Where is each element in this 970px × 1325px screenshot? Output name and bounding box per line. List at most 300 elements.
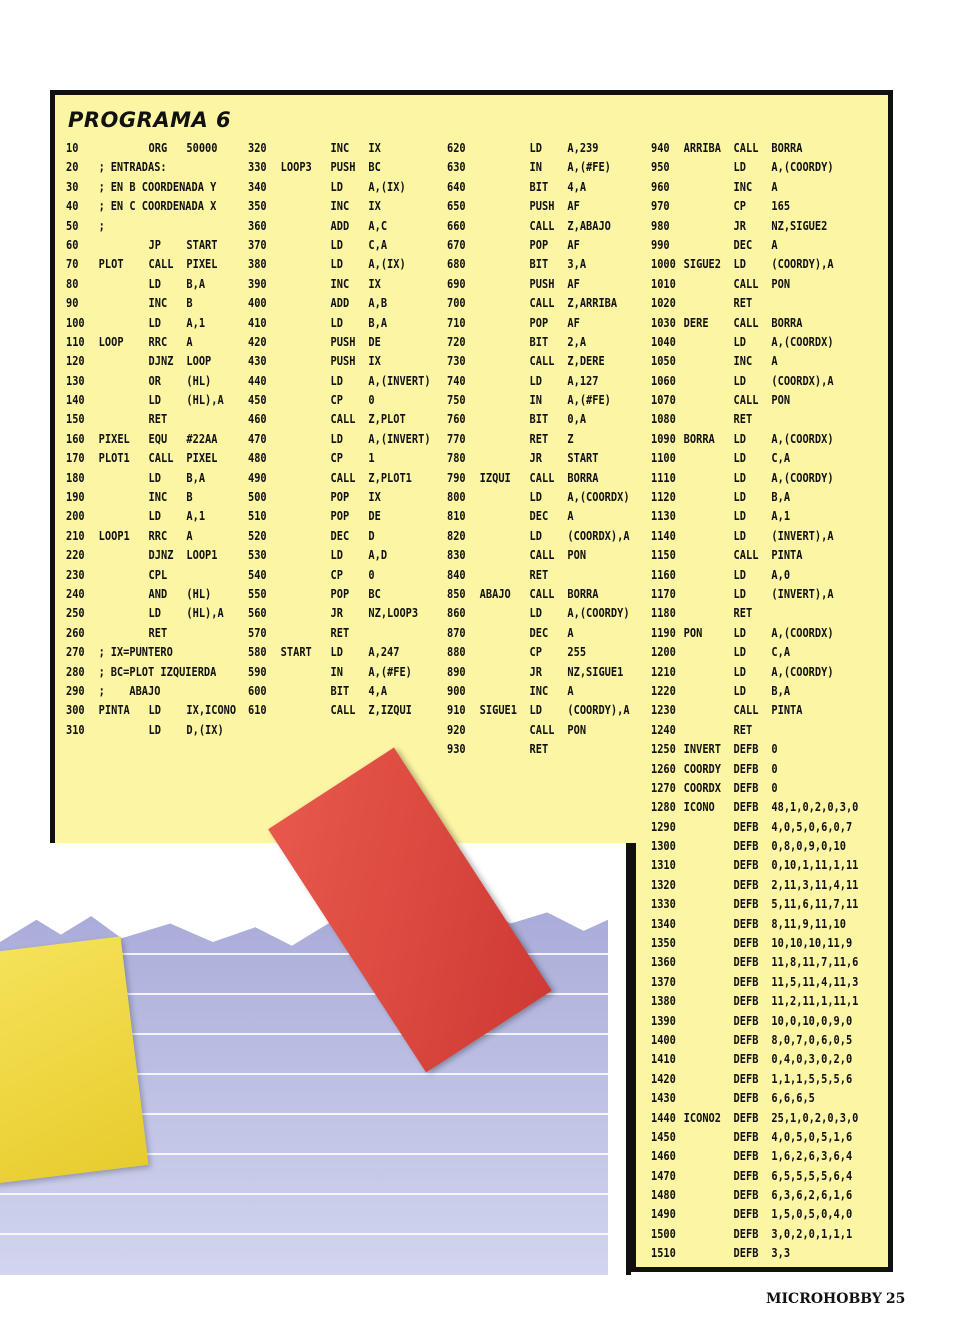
line-opcode: RET <box>529 742 549 757</box>
line-operand: IX <box>368 490 381 505</box>
line-operand: C,A <box>368 237 388 252</box>
line-operand: A <box>771 179 778 194</box>
code-line <box>651 158 858 177</box>
code-line <box>248 527 431 546</box>
line-operand: A,1 <box>771 509 791 524</box>
line-operand: 6,6,6,5 <box>771 1091 815 1106</box>
line-label: IZQUI <box>479 470 511 485</box>
line-number: 30 <box>66 179 79 194</box>
line-operand: 0 <box>368 393 375 408</box>
line-operand: (COORDX),A <box>771 373 834 388</box>
code-line <box>447 372 630 391</box>
listing-panel-right-border <box>888 90 893 1272</box>
line-operand: B,A <box>771 683 791 698</box>
line-number: 820 <box>447 528 466 543</box>
code-line <box>651 139 858 158</box>
code-line <box>651 818 858 837</box>
code-line <box>447 585 630 604</box>
line-operand: A,(COORDX) <box>771 334 834 349</box>
line-number: 430 <box>248 354 267 369</box>
code-line <box>66 255 236 274</box>
code-line <box>248 255 431 274</box>
line-opcode: LD <box>733 509 746 524</box>
line-number: 870 <box>447 625 466 640</box>
line-opcode: LD <box>529 373 542 388</box>
line-operand: 0,A <box>567 412 587 427</box>
line-operand: 1,1,1,5,5,5,6 <box>771 1071 853 1086</box>
line-number: 1220 <box>651 683 676 698</box>
line-opcode: POP <box>330 586 350 601</box>
line-operand: A,247 <box>368 645 400 660</box>
line-opcode: LD <box>733 645 746 660</box>
line-number: 450 <box>248 393 267 408</box>
line-number: 1240 <box>651 722 676 737</box>
code-line <box>66 624 236 643</box>
line-opcode: PUSH <box>330 160 356 175</box>
line-number: 1450 <box>651 1129 676 1144</box>
line-operand: C,A <box>771 451 791 466</box>
line-number: 1390 <box>651 1013 676 1028</box>
line-operand: A,D <box>368 548 388 563</box>
line-number: 740 <box>447 373 466 388</box>
code-line <box>248 643 431 662</box>
line-opcode: DEFB <box>733 974 759 989</box>
code-line <box>651 372 858 391</box>
line-number: 90 <box>66 296 79 311</box>
line-operand: A,(IX) <box>368 179 406 194</box>
code-line <box>651 410 858 429</box>
code-line <box>248 682 431 701</box>
line-opcode: DEFB <box>733 1071 759 1086</box>
code-line <box>651 1012 858 1031</box>
line-number: 130 <box>66 373 85 388</box>
line-operand: A,(COORDX) <box>771 431 834 446</box>
line-operand: BORRA <box>567 586 599 601</box>
line-number: 1290 <box>651 819 676 834</box>
code-line <box>248 217 431 236</box>
line-operand: A,B <box>368 296 388 311</box>
line-number: 160 <box>66 431 85 446</box>
line-number: 520 <box>248 528 267 543</box>
line-number: 1300 <box>651 839 676 854</box>
line-opcode: ADD <box>330 218 350 233</box>
line-operand: B,A <box>368 315 388 330</box>
line-number: 1100 <box>651 451 676 466</box>
code-line <box>248 352 431 371</box>
line-number: 280 <box>66 664 85 679</box>
line-label: PON <box>683 625 703 640</box>
code-line <box>66 507 236 526</box>
line-operand: PON <box>567 548 587 563</box>
line-opcode: INC <box>330 199 350 214</box>
code-line <box>651 1050 858 1069</box>
line-opcode: BIT <box>529 334 549 349</box>
line-opcode: CP <box>330 567 343 582</box>
line-opcode: LD <box>148 315 161 330</box>
code-line <box>651 915 858 934</box>
line-number: 1340 <box>651 916 676 931</box>
line-opcode: DEFB <box>733 742 759 757</box>
code-line <box>248 488 431 507</box>
code-line <box>651 507 858 526</box>
line-opcode: LD <box>733 683 746 698</box>
line-opcode: LD <box>733 451 746 466</box>
code-line <box>651 197 858 216</box>
line-number: 1360 <box>651 955 676 970</box>
line-number: 190 <box>66 490 85 505</box>
line-number: 670 <box>447 237 466 252</box>
line-operand: IX <box>368 276 381 291</box>
line-operand: (INVERT),A <box>771 586 834 601</box>
line-number: 1410 <box>651 1052 676 1067</box>
code-line <box>66 527 236 546</box>
line-opcode: LD <box>148 276 161 291</box>
line-operand: B <box>186 296 193 311</box>
line-operand: LOOP1 <box>186 548 218 563</box>
line-operand: 0 <box>771 742 778 757</box>
line-number: 1370 <box>651 974 676 989</box>
line-operand: Z,PLOT1 <box>368 470 412 485</box>
line-operand: A,(COORDY) <box>771 160 834 175</box>
code-line <box>651 236 858 255</box>
line-opcode: DEFB <box>733 839 759 854</box>
line-number: 850 <box>447 586 466 601</box>
line-number: 1480 <box>651 1188 676 1203</box>
line-opcode: DEC <box>529 625 549 640</box>
line-operand: A <box>186 334 193 349</box>
line-operand: (COORDY),A <box>567 703 630 718</box>
line-opcode: BIT <box>330 683 350 698</box>
line-operand: 0 <box>368 567 375 582</box>
line-operand: LOOP <box>186 354 212 369</box>
line-opcode: POP <box>330 509 350 524</box>
code-line <box>447 410 630 429</box>
line-operand: 11,8,11,7,11,6 <box>771 955 859 970</box>
line-opcode: CALL <box>148 257 174 272</box>
line-opcode: CALL <box>330 412 356 427</box>
code-line <box>66 314 236 333</box>
code-line <box>248 701 431 720</box>
code-line <box>447 255 630 274</box>
line-opcode: DEC <box>330 528 350 543</box>
code-line <box>651 798 858 817</box>
line-number: 1350 <box>651 936 676 951</box>
line-operand: BORRA <box>567 470 599 485</box>
line-number: 1190 <box>651 625 676 640</box>
line-opcode: LD <box>148 722 161 737</box>
code-line <box>651 663 858 682</box>
line-opcode: CPL <box>148 567 168 582</box>
line-number: 1070 <box>651 393 676 408</box>
code-line <box>447 275 630 294</box>
line-number: 720 <box>447 334 466 349</box>
line-opcode: BIT <box>529 412 549 427</box>
line-opcode: CALL <box>529 586 555 601</box>
code-line <box>66 701 236 720</box>
line-opcode: ORG <box>148 141 168 155</box>
line-operand: (HL),A <box>186 606 224 621</box>
line-operand: 4,A <box>368 683 388 698</box>
line-opcode: DEFB <box>733 897 759 912</box>
line-opcode: LD <box>330 373 343 388</box>
line-number: 1320 <box>651 877 676 892</box>
code-line <box>66 430 236 449</box>
line-label: ICONO <box>683 800 715 815</box>
code-line <box>248 585 431 604</box>
line-number: 350 <box>248 199 267 214</box>
line-number: 380 <box>248 257 267 272</box>
code-line <box>66 217 236 236</box>
line-operand: 10,10,10,11,9 <box>771 936 853 951</box>
line-label: COORDX <box>683 780 721 795</box>
code-line <box>651 856 858 875</box>
line-operand: A,1 <box>186 509 206 524</box>
line-opcode: DEFB <box>733 1207 759 1222</box>
line-opcode: IN <box>529 160 542 175</box>
line-number: 1330 <box>651 897 676 912</box>
line-number: 1030 <box>651 315 676 330</box>
line-number: 400 <box>248 296 267 311</box>
line-number: 310 <box>66 722 85 737</box>
line-number: 480 <box>248 451 267 466</box>
line-label: ; <box>98 160 105 175</box>
line-operand: A,1 <box>186 315 206 330</box>
code-line <box>447 566 630 585</box>
line-operand: A,(COORDX) <box>771 625 834 640</box>
line-operand: D <box>368 528 375 543</box>
line-number: 760 <box>447 412 466 427</box>
line-number: 660 <box>447 218 466 233</box>
line-number: 360 <box>248 218 267 233</box>
line-number: 540 <box>248 567 267 582</box>
line-opcode: INC <box>733 179 753 194</box>
line-number: 990 <box>651 237 670 252</box>
line-number: 1000 <box>651 257 676 272</box>
listing-column-left-border <box>626 843 631 1275</box>
code-line <box>66 585 236 604</box>
line-operand: PIXEL <box>186 451 218 466</box>
line-operand: BC <box>368 160 381 175</box>
code-line <box>651 527 858 546</box>
code-line <box>447 236 630 255</box>
line-operand: A <box>771 237 778 252</box>
code-line <box>447 488 630 507</box>
line-operand: PON <box>771 276 791 291</box>
line-operand: BC <box>368 586 381 601</box>
line-number: 590 <box>248 664 267 679</box>
code-line <box>248 566 431 585</box>
code-line <box>248 624 431 643</box>
line-number: 1380 <box>651 994 676 1009</box>
line-opcode: LD <box>529 606 542 621</box>
code-line <box>66 488 236 507</box>
line-opcode: RET <box>529 431 549 446</box>
line-operand: DE <box>368 334 381 349</box>
line-number: 800 <box>447 490 466 505</box>
code-line <box>447 624 630 643</box>
line-opcode: INC <box>148 296 168 311</box>
line-opcode: RET <box>330 625 350 640</box>
code-line <box>66 663 236 682</box>
line-number: 860 <box>447 606 466 621</box>
line-opcode: DEFB <box>733 916 759 931</box>
line-operand: A,(#FE) <box>368 664 412 679</box>
code-line <box>248 158 431 177</box>
line-number: 1140 <box>651 528 676 543</box>
code-line <box>651 934 858 953</box>
code-line <box>651 760 858 779</box>
program-title: PROGRAMA 6 <box>68 108 232 132</box>
code-line <box>651 255 858 274</box>
code-line <box>447 314 630 333</box>
line-opcode: PUSH <box>529 199 555 214</box>
line-number: 370 <box>248 237 267 252</box>
line-operand: A,(COORDX) <box>567 490 630 505</box>
line-number: 690 <box>447 276 466 291</box>
line-opcode: DEFB <box>733 761 759 776</box>
line-operand: 3,0,2,0,1,1,1 <box>771 1226 853 1241</box>
code-line <box>651 546 858 565</box>
line-operand: 1 <box>368 451 375 466</box>
code-line <box>447 507 630 526</box>
line-number: 790 <box>447 470 466 485</box>
line-opcode: POP <box>330 490 350 505</box>
line-opcode: ADD <box>330 296 350 311</box>
line-number: 780 <box>447 451 466 466</box>
line-opcode: IN <box>529 393 542 408</box>
line-operand: A,(INVERT) <box>368 431 431 446</box>
line-number: 1180 <box>651 606 676 621</box>
line-opcode: LD <box>330 315 343 330</box>
line-number: 150 <box>66 412 85 427</box>
line-operand: AF <box>567 199 580 214</box>
code-line <box>651 1070 858 1089</box>
line-operand: A,(COORDY) <box>771 664 834 679</box>
line-operand: 1,6,2,6,3,6,4 <box>771 1149 853 1164</box>
code-line <box>651 779 858 798</box>
code-line <box>651 953 858 972</box>
line-opcode: DEC <box>529 509 549 524</box>
line-operand: IX <box>368 354 381 369</box>
line-opcode: CALL <box>733 548 759 563</box>
code-line <box>248 178 431 197</box>
line-opcode: POP <box>529 237 549 252</box>
code-line <box>66 333 236 352</box>
code-line <box>248 275 431 294</box>
line-opcode: LD <box>148 606 161 621</box>
line-operand: 2,11,3,11,4,11 <box>771 877 859 892</box>
line-number: 1110 <box>651 470 676 485</box>
line-opcode: INC <box>148 490 168 505</box>
line-operand: A,(COORDY) <box>771 470 834 485</box>
code-line <box>66 449 236 468</box>
line-opcode: RET <box>148 625 168 640</box>
line-operand: 50000 <box>186 141 218 155</box>
line-number: 340 <box>248 179 267 194</box>
code-line <box>651 1225 858 1244</box>
line-opcode: DJNZ <box>148 548 174 563</box>
line-number: 1440 <box>651 1110 676 1125</box>
line-opcode: DEFB <box>733 1052 759 1067</box>
code-line <box>248 391 431 410</box>
line-opcode: LD <box>148 470 161 485</box>
line-operand: IX,ICONO <box>186 703 237 718</box>
code-line <box>651 352 858 371</box>
line-opcode: LD <box>529 528 542 543</box>
line-opcode: DEFB <box>733 1226 759 1241</box>
line-number: 830 <box>447 548 466 563</box>
line-number: 40 <box>66 199 79 214</box>
line-number: 320 <box>248 141 267 155</box>
line-label: SIGUE2 <box>683 257 721 272</box>
line-operand: Z <box>567 431 574 446</box>
line-opcode: JR <box>330 606 343 621</box>
line-opcode: DEFB <box>733 858 759 873</box>
line-number: 140 <box>66 393 85 408</box>
line-operand: BORRA <box>771 141 803 155</box>
line-opcode: LD <box>148 703 161 718</box>
code-line <box>447 701 630 720</box>
line-operand: PON <box>567 722 587 737</box>
code-line <box>248 294 431 313</box>
code-line <box>651 1205 858 1224</box>
line-label: ; <box>98 218 105 233</box>
line-operand: 6,5,5,5,5,6,4 <box>771 1168 853 1183</box>
code-line <box>447 352 630 371</box>
line-number: 270 <box>66 645 85 660</box>
line-operand: B,A <box>186 470 206 485</box>
line-operand: 0,10,1,11,1,11 <box>771 858 859 873</box>
line-opcode: PUSH <box>330 334 356 349</box>
line-number: 840 <box>447 567 466 582</box>
line-opcode: CP <box>330 451 343 466</box>
line-operand: BORRA <box>771 315 803 330</box>
line-number: 460 <box>248 412 267 427</box>
line-opcode: LD <box>733 257 746 272</box>
code-line <box>651 449 858 468</box>
code-line <box>447 546 630 565</box>
code-line <box>66 546 236 565</box>
line-opcode: DEFB <box>733 800 759 815</box>
code-column-2 <box>248 139 431 721</box>
line-number: 1230 <box>651 703 676 718</box>
code-line <box>447 740 630 759</box>
line-opcode: LD <box>733 625 746 640</box>
line-number: 1460 <box>651 1149 676 1164</box>
line-opcode: PUSH <box>529 276 555 291</box>
code-line <box>651 1031 858 1050</box>
line-opcode: DEFB <box>733 955 759 970</box>
line-comment: IX=PUNTERO <box>110 645 173 660</box>
line-operand: 1,5,0,5,0,4,0 <box>771 1207 853 1222</box>
line-number: 440 <box>248 373 267 388</box>
line-opcode: JR <box>733 218 746 233</box>
line-opcode: DJNZ <box>148 354 174 369</box>
line-operand: (HL) <box>186 373 212 388</box>
code-line <box>66 643 236 662</box>
line-opcode: CALL <box>330 703 356 718</box>
line-comment: ENTRADAS: <box>110 160 167 175</box>
line-number: 1260 <box>651 761 676 776</box>
line-operand: A <box>567 683 574 698</box>
code-line <box>447 430 630 449</box>
line-number: 260 <box>66 625 85 640</box>
line-operand: B,A <box>186 276 206 291</box>
line-opcode: EQU <box>148 431 168 446</box>
line-number: 680 <box>447 257 466 272</box>
code-line <box>651 973 858 992</box>
line-opcode: CALL <box>733 315 759 330</box>
